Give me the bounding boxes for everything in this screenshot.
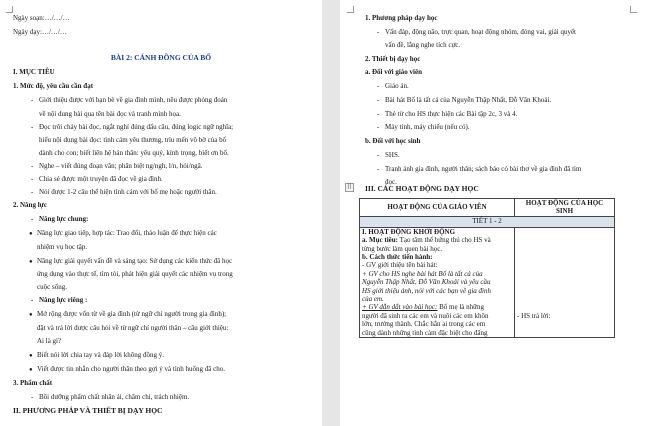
general-competence-title: - Năng lực chung: xyxy=(31,215,89,223)
student-answer: - HS trả lời: xyxy=(517,311,551,320)
italic-line: Nguyễn Thập Nhất, Đỗ Văn Khoái và yêu cầu xyxy=(362,278,491,287)
general-line: nhiệm vụ học tập. xyxy=(37,243,88,251)
italic-line: của em. xyxy=(362,295,384,304)
methods-line: - Vấn đáp, động não, trực quan, hoạt động nhóm, đóng vai, giải quyết xyxy=(377,28,577,36)
how-title: b. Cách thức tiến hành: xyxy=(362,253,433,262)
student-activity-cell xyxy=(515,227,615,337)
lead-line: cũng dành những tình cảm đặc biệt cho đấng xyxy=(362,328,488,337)
specific-line: Ai là gì? xyxy=(37,337,62,345)
activities-table xyxy=(359,198,615,338)
activity-title: I. HOẠT ĐỘNG KHỞI ĐỘNG xyxy=(362,227,456,236)
teacher-equipment-title: a. Đối với giáo viên xyxy=(365,68,422,76)
lead-line: lớn, trưởng thành. Chắc hẳn ai trong các em xyxy=(362,320,486,329)
student-item: - SHS. xyxy=(377,151,400,159)
teacher-item: - Giáo án. xyxy=(377,82,409,90)
req-line: về nội dung bài qua tên bài đọc và tranh minh họa. xyxy=(39,110,181,118)
specific-line: đặt và trả lời được câu hỏi về từ ngữ chỉ người thân – câu giới thiệu: xyxy=(37,324,229,332)
specific-line: ● Mở rộng được vốn từ về gia đình (từ ngữ chỉ người trong gia đình); xyxy=(29,310,227,318)
req-line: hiểu nội dung bài đọc: tình cảm yêu thương, trìu mến vô bờ của bố xyxy=(39,136,227,144)
specific-line: ● Viết được tin nhắn cho người thân theo gợi ý và tình huống đã cho. xyxy=(29,365,225,373)
student-item: - Tranh ảnh gia đình, người thân; sách báo có bài thơ về gia đình đã tìm xyxy=(377,165,582,173)
crop-mark xyxy=(347,6,354,13)
methods-title: 1. Phương pháp dạy học xyxy=(365,14,438,22)
equipment-title: 2. Thiết bị dạy học xyxy=(365,55,421,63)
specific-competence-title: - Năng lực riêng : xyxy=(31,296,88,304)
period-label: TIẾT 1 - 2 xyxy=(360,216,615,227)
req-line: dành cho con; biết liên hệ bản thân: yêu quý, kính trọng, biết ơn bố. xyxy=(39,149,229,157)
italic-line: + GV cho HS nghe bài hát Bố là tất cả của xyxy=(362,269,483,278)
period-row xyxy=(360,216,615,227)
page-gap xyxy=(322,0,340,426)
req-line: - Nghe – viết đúng đoạn văn; phân biệt ng/ngh, l/n, hỏi/ngã. xyxy=(31,162,203,170)
student-equipment-title: b. Đối với học sinh xyxy=(365,137,421,145)
teacher-item: - Bài hát Bố là tất cả của Nguyễn Thập Nhất, Đỗ Văn Khoái. xyxy=(377,96,552,104)
teacher-activity-cell xyxy=(360,227,515,337)
goal-line: từng bước làm quen bài học. xyxy=(362,244,443,253)
teacher-item: - Thẻ từ cho HS thực hiện các Bài tập 2c, 3 và 4. xyxy=(377,110,518,118)
general-line: ứng dụng vào thực tế, tìm tòi, phát hiện giải quyết các nhiệm vụ trong xyxy=(37,270,233,278)
section-methods-equipment: II. PHƯƠNG PHÁP VÀ THIẾT BỊ DẠY HỌC xyxy=(13,406,163,415)
table-row xyxy=(360,227,615,337)
general-line: ● Năng lực giao tiếp, hợp tác: Trao đổi, thảo luận để thực hiện các xyxy=(29,229,217,237)
general-line: ● Năng lực giải quyết vấn đề và sáng tạo: Sử dụng các kiến thức đã học xyxy=(29,257,233,265)
lead-line: người đã sinh ra các em và nuôi các em khôn xyxy=(362,311,489,320)
lead-line: + GV dẫn dắt vào bài học: Bố mẹ là những xyxy=(362,303,484,312)
table-header-row xyxy=(360,199,615,217)
goal-line: a. Mục tiêu: Tạo tâm thế hứng thú cho HS và xyxy=(362,236,491,245)
req-line: - Đọc trôi chảy bài đọc, ngắt nghỉ đúng dấu câu, đúng logic ngữ nghĩa; xyxy=(31,123,234,131)
table-move-handle-icon[interactable]: ⠿ xyxy=(346,183,353,191)
crop-mark xyxy=(630,6,637,13)
date-taught: Ngày dạy:…/…/… xyxy=(13,28,67,36)
header-teacher: HOẠT ĐỘNG CỦA GIÁO VIÊN xyxy=(360,199,515,217)
req-line: - Nói được 1-2 câu thể hiện tình cảm với bố mẹ hoặc người thân. xyxy=(31,188,217,196)
date-prepared: Ngày soạn:…/…/… xyxy=(13,14,70,22)
student-item: đọc. xyxy=(385,178,397,186)
section-activities: III. CÁC HOẠT ĐỘNG DẠY HỌC xyxy=(365,184,479,193)
crop-mark xyxy=(6,6,13,13)
lesson-title: BÀI 2: CÁNH ĐỒNG CỦA BỐ xyxy=(110,53,212,62)
subsection-requirements: 1. Mức độ, yêu cầu cần đạt xyxy=(13,82,94,90)
italic-line: HS giới thiệu ảnh, nói với các bạn về gia đình xyxy=(362,286,491,295)
req-line: - Chia sẻ được một truyện đã đọc về gia đình. xyxy=(31,175,163,183)
header-student: HOẠT ĐỘNG CỦA HỌC SINH xyxy=(515,199,615,217)
req-line: - Giới thiệu được với bạn bè về gia đình mình, nêu được phỏng đoán xyxy=(31,96,228,104)
general-line: cuộc sống. xyxy=(37,283,67,291)
quality-line: - Bồi dưỡng phẩm chất nhân ái, chăm chỉ, trách nhiệm. xyxy=(31,393,190,401)
specific-line: ● Biết nói lời chia tay và đáp lời không đồng ý. xyxy=(29,351,164,359)
teacher-item: - Máy tính, máy chiếu (nếu có). xyxy=(377,123,470,131)
methods-line: vấn đề, lắng nghe tích cực. xyxy=(385,41,461,49)
section-objectives: I. MỤC TIÊU xyxy=(13,68,55,76)
intro-line: - GV giới thiệu tên bài hát: xyxy=(362,261,438,270)
subsection-quality: 3. Phẩm chất xyxy=(13,379,53,387)
subsection-competence: 2. Năng lực xyxy=(13,201,47,209)
document-page-left xyxy=(0,0,322,426)
